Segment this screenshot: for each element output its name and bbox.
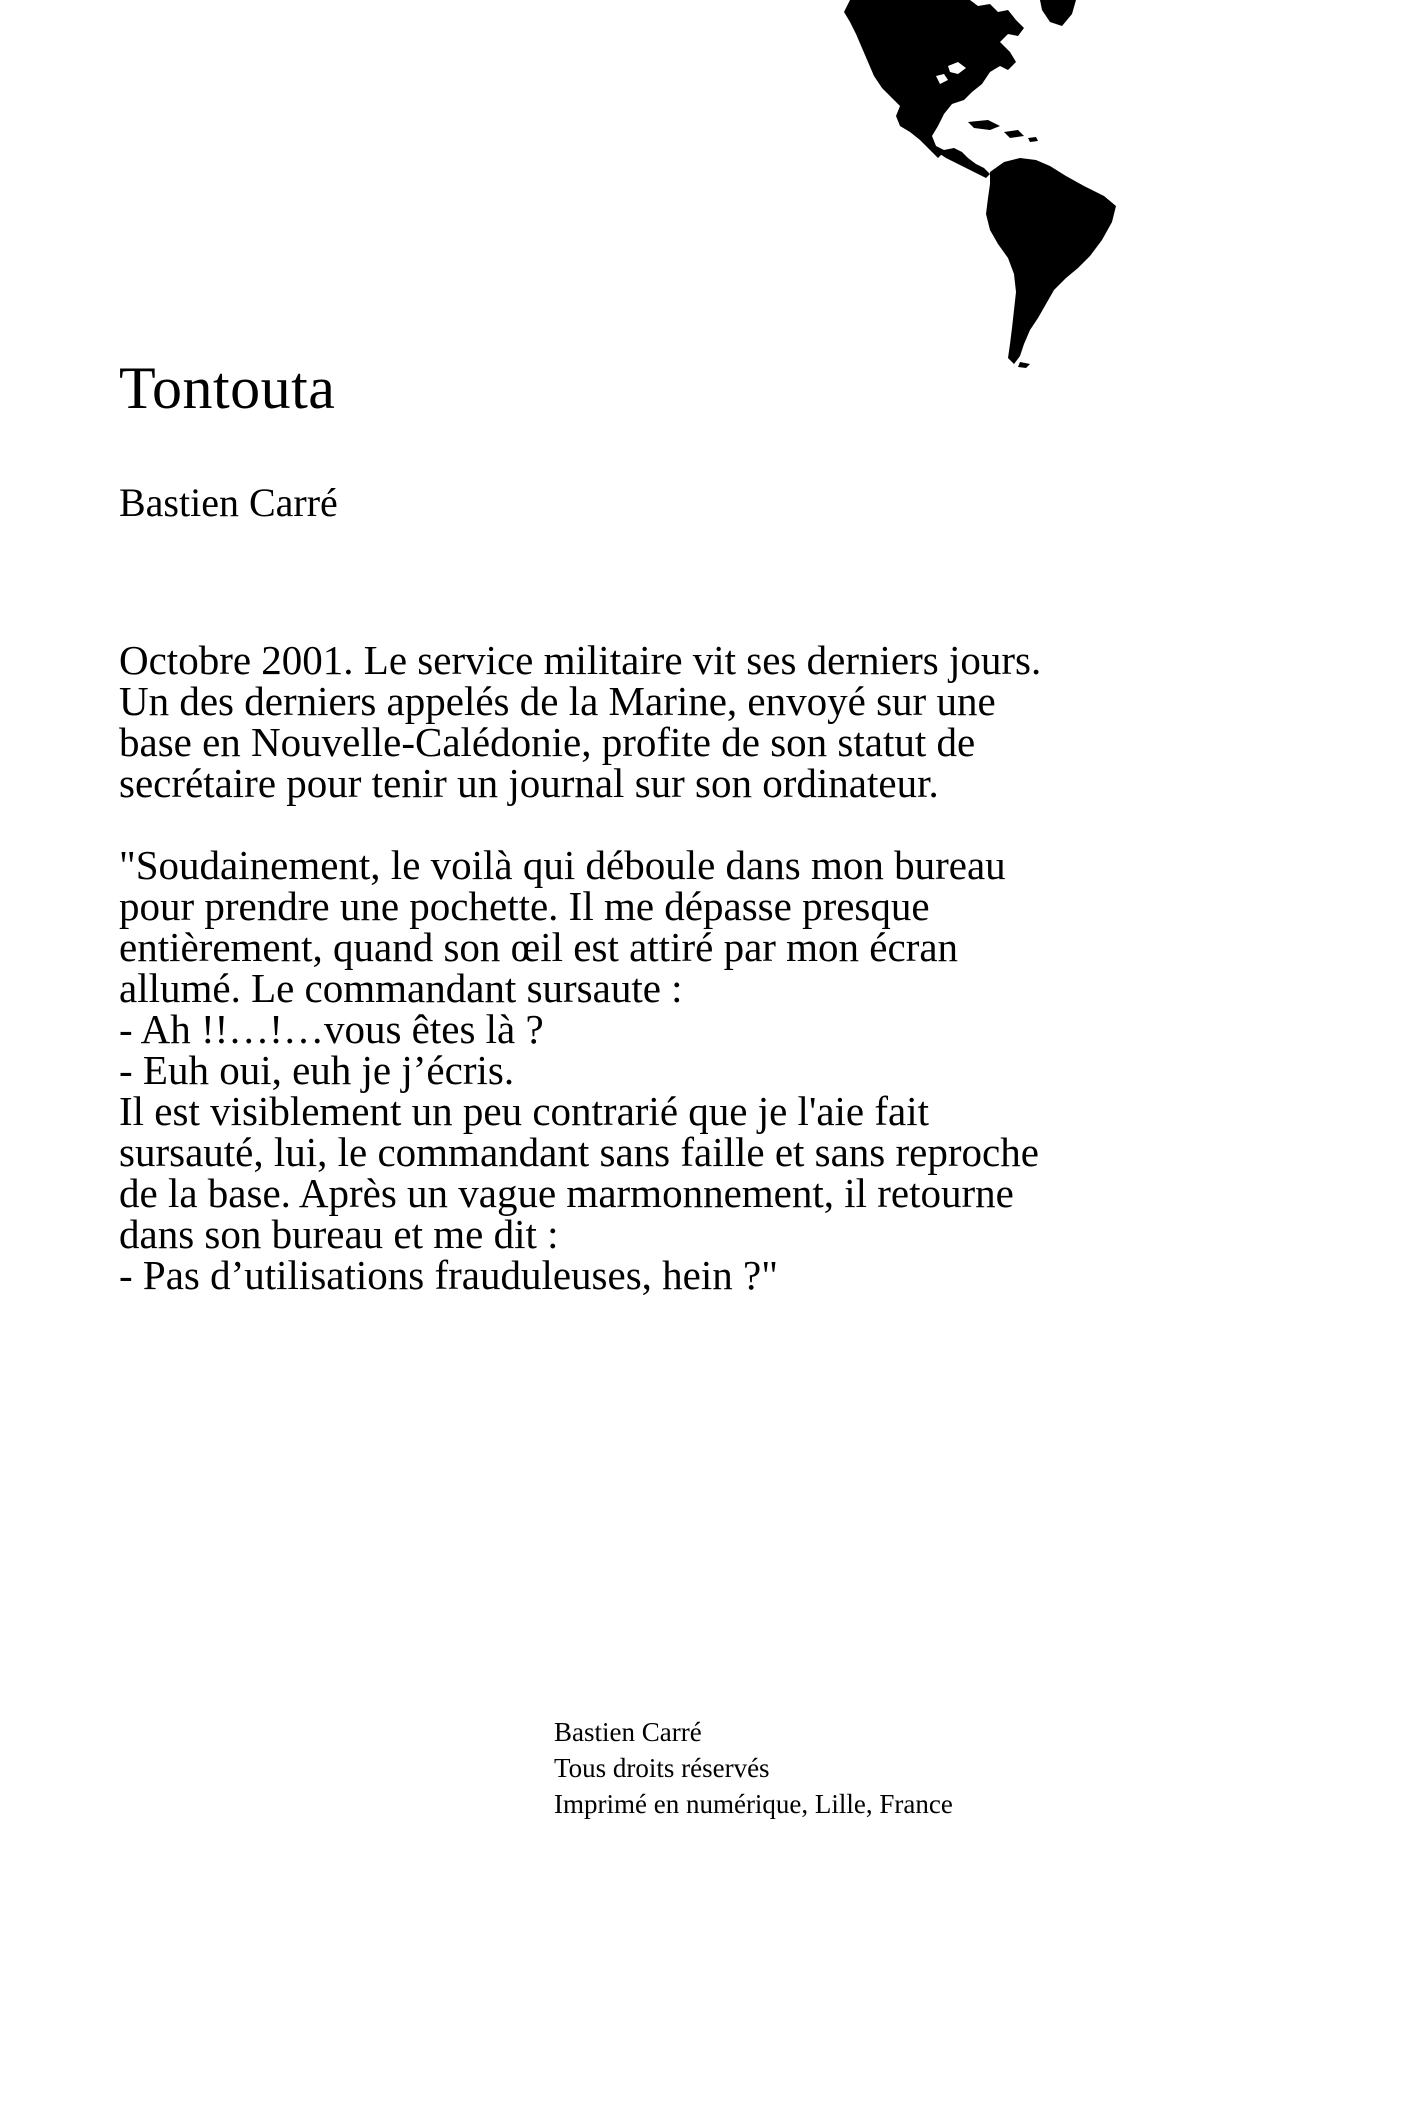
- colophon-rights: Tous droits réservés: [554, 1753, 770, 1783]
- colophon-printing: Imprimé en numérique, Lille, France: [554, 1789, 953, 1819]
- excerpt-line: - Pas d’utilisations frauduleuses, hein ?": [119, 1252, 778, 1298]
- americas-map-icon: [840, 0, 1260, 370]
- page-title: Tontouta: [119, 355, 336, 421]
- excerpt-line: Il est visiblement un peu contrarié que je l'aie fait sursauté, lui, le commandant sans faille et sans reproche de la base. Après un vague marmonnement, il retourne dans son bureau et me dit :: [119, 1088, 1039, 1257]
- summary-paragraph: Octobre 2001. Le service militaire vit ses derniers jours. Un des derniers appelés de la Marine, envoyé sur une base en Nouvelle-Calédonie, profite de son statut de secrétaire pour tenir un journal sur son ordinateur.: [119, 637, 1042, 806]
- excerpt-line: - Euh oui, euh je j’écris.: [119, 1047, 515, 1093]
- excerpt-line: "Soudainement, le voilà qui déboule dans mon bureau pour prendre une pochette. Il me dépasse presque entièrement, quand son œil est attiré par mon écran allumé. Le commandant sursaute :: [119, 842, 1006, 1011]
- author-name: Bastien Carré: [119, 480, 338, 525]
- back-cover-text: [119, 637, 1049, 1298]
- excerpt-line: - Ah !!…!…vous êtes là ?: [119, 1006, 544, 1052]
- excerpt-paragraph: [119, 842, 1049, 1298]
- colophon: [554, 1714, 953, 1822]
- colophon-author: Bastien Carré: [554, 1717, 702, 1747]
